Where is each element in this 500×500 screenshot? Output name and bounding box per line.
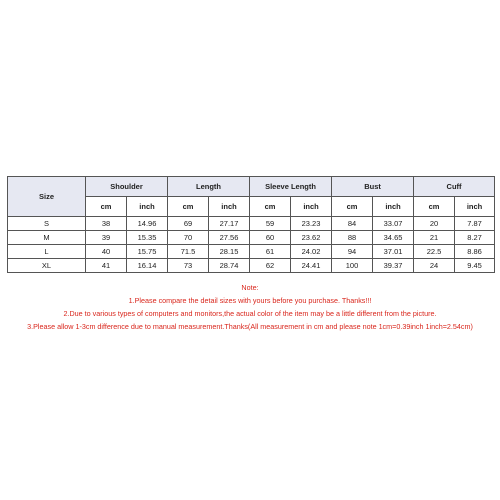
table-cell: 22.5 xyxy=(414,245,455,259)
table-cell: 69 xyxy=(168,217,209,231)
table-cell: 39 xyxy=(86,231,127,245)
unit-inch-header: inch xyxy=(455,197,495,217)
table-cell: 73 xyxy=(168,259,209,273)
table-cell: 15.35 xyxy=(127,231,168,245)
note-line-color-difference: 2.Due to various types of computers and monitors,the actual color of the item may be a little different from the picture. xyxy=(63,309,437,318)
unit-inch-header: inch xyxy=(291,197,332,217)
sleeve-length-column-header: Sleeve Length xyxy=(250,177,332,197)
table-cell: 24.41 xyxy=(291,259,332,273)
size-cell: XL xyxy=(8,259,86,273)
table-cell: 28.74 xyxy=(209,259,250,273)
table-cell: 41 xyxy=(86,259,127,273)
table-cell: 61 xyxy=(250,245,291,259)
length-column-header: Length xyxy=(168,177,250,197)
notes-section xyxy=(0,281,500,333)
table-cell: 38 xyxy=(86,217,127,231)
table-row xyxy=(8,245,495,259)
table-cell: 84 xyxy=(332,217,373,231)
table-cell: 94 xyxy=(332,245,373,259)
unit-cm-header: cm xyxy=(86,197,127,217)
table-cell: 40 xyxy=(86,245,127,259)
unit-inch-header: inch xyxy=(127,197,168,217)
table-cell: 27.56 xyxy=(209,231,250,245)
table-cell: 8.27 xyxy=(455,231,495,245)
table-cell: 37.01 xyxy=(373,245,414,259)
table-cell: 7.87 xyxy=(455,217,495,231)
size-cell: M xyxy=(8,231,86,245)
table-cell: 27.17 xyxy=(209,217,250,231)
table-cell: 28.15 xyxy=(209,245,250,259)
size-cell: S xyxy=(8,217,86,231)
notes-title: Note: xyxy=(241,283,259,292)
unit-inch-header: inch xyxy=(209,197,250,217)
table-cell: 23.62 xyxy=(291,231,332,245)
table-cell: 20 xyxy=(414,217,455,231)
table-header-group-row xyxy=(8,177,495,197)
table-cell: 9.45 xyxy=(455,259,495,273)
table-cell: 23.23 xyxy=(291,217,332,231)
table-cell: 8.86 xyxy=(455,245,495,259)
table-cell: 71.5 xyxy=(168,245,209,259)
table-cell: 34.65 xyxy=(373,231,414,245)
table-cell: 62 xyxy=(250,259,291,273)
note-line-compare-sizes: 1.Please compare the detail sizes with yours before you purchase. Thanks!!! xyxy=(128,296,372,305)
unit-cm-header: cm xyxy=(250,197,291,217)
table-cell: 39.37 xyxy=(373,259,414,273)
unit-cm-header: cm xyxy=(332,197,373,217)
table-cell: 60 xyxy=(250,231,291,245)
note-line-measurement-tolerance: 3.Please allow 1-3cm difference due to manual measurement.Thanks(All measurement in cm and please note 1cm=0.39inch 1inch=2.54cm) xyxy=(27,322,473,331)
table-cell: 16.14 xyxy=(127,259,168,273)
cuff-column-header: Cuff xyxy=(414,177,495,197)
size-column-header: Size xyxy=(8,177,86,217)
table-cell: 24 xyxy=(414,259,455,273)
table-cell: 59 xyxy=(250,217,291,231)
table-cell: 24.02 xyxy=(291,245,332,259)
table-cell: 88 xyxy=(332,231,373,245)
bust-column-header: Bust xyxy=(332,177,414,197)
table-cell: 21 xyxy=(414,231,455,245)
table-cell: 100 xyxy=(332,259,373,273)
unit-inch-header: inch xyxy=(373,197,414,217)
table-row xyxy=(8,231,495,245)
table-cell: 14.96 xyxy=(127,217,168,231)
shoulder-column-header: Shoulder xyxy=(86,177,168,197)
table-row xyxy=(8,259,495,273)
unit-cm-header: cm xyxy=(168,197,209,217)
table-cell: 70 xyxy=(168,231,209,245)
table-cell: 33.07 xyxy=(373,217,414,231)
table-cell: 15.75 xyxy=(127,245,168,259)
size-chart-table xyxy=(7,176,495,273)
size-cell: L xyxy=(8,245,86,259)
unit-cm-header: cm xyxy=(414,197,455,217)
table-row xyxy=(8,217,495,231)
